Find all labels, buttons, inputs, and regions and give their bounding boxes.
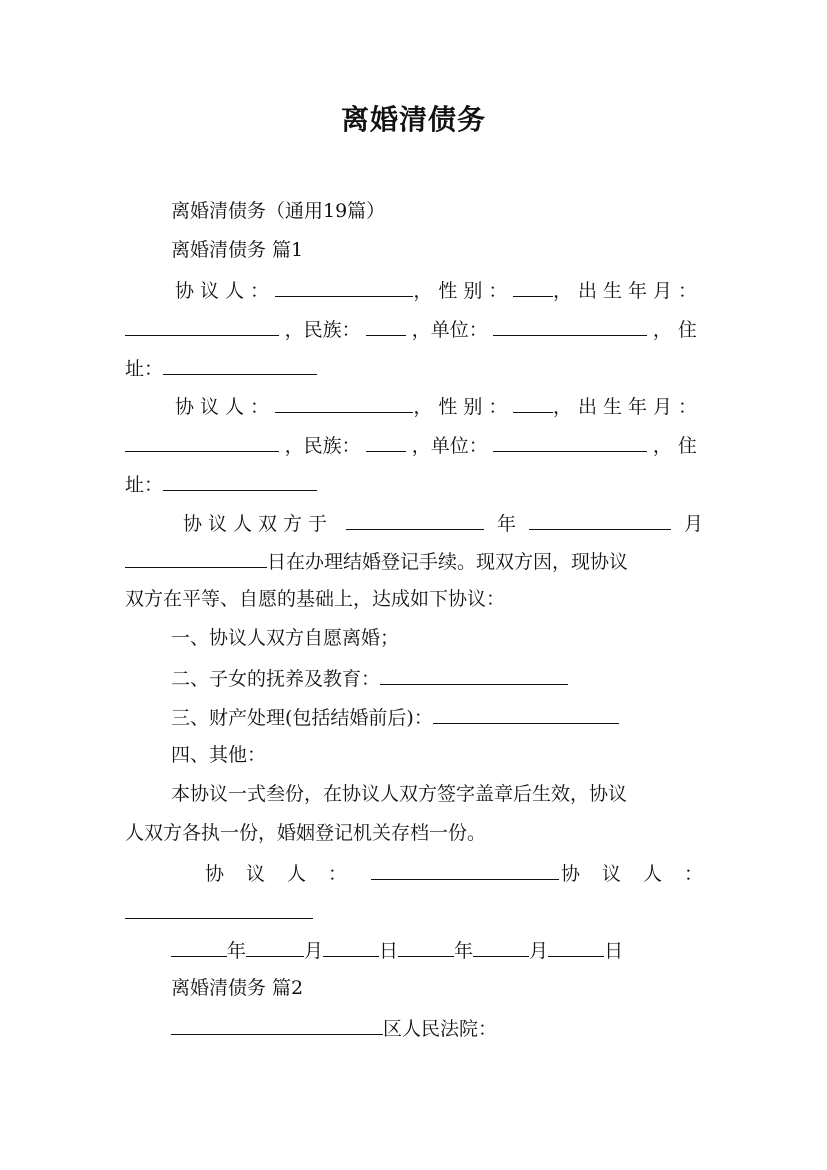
party-1-label: 协议人： [175, 280, 276, 302]
item-2 [125, 662, 703, 692]
court-label: 区人民法院： [383, 1018, 498, 1040]
signature-label-2: 协议人： [560, 863, 725, 885]
marriage-month-label: 月 [683, 513, 703, 535]
document-title: 离婚清债务 [340, 103, 486, 136]
party-1-birth-label: ，出生年月： [552, 280, 703, 302]
party-1-ethnic-blank [366, 313, 406, 336]
item-3-blank [433, 701, 619, 724]
party-2-address-prefix: ，住 [652, 435, 703, 457]
party-2-gender-blank [513, 390, 553, 413]
party-1-ethnic-label: ，民族： [284, 319, 361, 341]
party-1-line-1 [125, 274, 703, 304]
party-2-ethnic-label: ，民族： [284, 435, 361, 457]
date-1-month-label: 月 [304, 940, 324, 962]
item-4: 四、其他： [171, 744, 267, 766]
date-2-year-label: 年 [454, 940, 474, 962]
item-2-blank [380, 662, 568, 685]
party-2-gender-label: ，性别： [413, 396, 514, 418]
party-2-address-label: 址： [125, 474, 164, 496]
date-2-day-label: 日 [604, 940, 624, 962]
item-3 [125, 701, 703, 731]
copies-line-2: 人双方各执一份，婚姻登记机关存档一份。 [125, 822, 487, 844]
date-2-day-blank [548, 934, 604, 957]
party-2-line-1 [125, 390, 703, 420]
signature-blank-2 [125, 896, 313, 919]
marriage-year-blank [346, 507, 484, 530]
signature-blank-1 [371, 857, 559, 880]
date-1-month-blank [246, 934, 304, 957]
marriage-line-1 [125, 507, 703, 537]
party-1-address-prefix: ，住 [652, 319, 703, 341]
party-2-unit-label: ，单位： [411, 435, 488, 457]
party-1-line-2 [125, 313, 703, 343]
party-2-name-blank [275, 390, 413, 413]
party-2-unit-blank [493, 429, 647, 452]
signature-line-2 [125, 896, 703, 926]
party-2-address-blank [163, 468, 317, 491]
marriage-year-label: 年 [496, 513, 516, 535]
item-2-label: 二、子女的抚养及教育： [171, 668, 381, 690]
date-1-day-label: 日 [379, 940, 399, 962]
copies-line-1: 本协议一式叁份，在协议人双方签字盖章后生效，协议 [171, 783, 628, 805]
marriage-line-2-text: 日在办理结婚登记手续。现双方因，现协议 [267, 551, 629, 573]
signature-label-1: 协议人： [205, 863, 370, 885]
party-1-address-label: 址： [125, 358, 164, 380]
date-2-year-blank [398, 934, 454, 957]
date-2-month-blank [473, 934, 529, 957]
date-1-year-label: 年 [227, 940, 247, 962]
marriage-line-3: 双方在平等、自愿的基础上，达成如下协议： [125, 588, 506, 610]
party-2-line-2 [125, 429, 703, 459]
marriage-line-2 [125, 545, 703, 575]
party-2-ethnic-blank [366, 429, 406, 452]
date-1-year-blank [171, 934, 227, 957]
court-blank [171, 1012, 383, 1035]
document-subtitle: 离婚清债务（通用19篇） [171, 200, 386, 222]
party-1-birth-blank [125, 313, 279, 336]
date-2-month-label: 月 [529, 940, 549, 962]
party-1-line-3 [125, 352, 703, 382]
article-1-heading: 离婚清债务 篇1 [171, 239, 304, 261]
party-1-gender-blank [513, 274, 553, 297]
party-2-birth-label: ，出生年月： [552, 396, 703, 418]
party-1-gender-label: ，性别： [413, 280, 514, 302]
party-1-unit-blank [493, 313, 647, 336]
party-2-line-3 [125, 468, 703, 498]
signature-line [125, 857, 725, 887]
marriage-month-blank [529, 507, 671, 530]
party-2-label: 协议人： [175, 396, 276, 418]
party-1-address-blank [163, 352, 317, 375]
article-2-heading: 离婚清债务 篇2 [171, 977, 304, 999]
party-1-name-blank [275, 274, 413, 297]
item-3-label: 三、财产处理(包括结婚前后)： [171, 707, 433, 729]
court-line [125, 1012, 703, 1042]
marriage-day-blank [125, 545, 267, 568]
item-1: 一、协议人双方自愿离婚； [171, 627, 400, 649]
date-1-day-blank [323, 934, 379, 957]
date-line [125, 934, 703, 964]
party-1-unit-label: ，单位： [411, 319, 488, 341]
marriage-prefix: 协议人双方于 [183, 513, 334, 535]
party-2-birth-blank [125, 429, 279, 452]
